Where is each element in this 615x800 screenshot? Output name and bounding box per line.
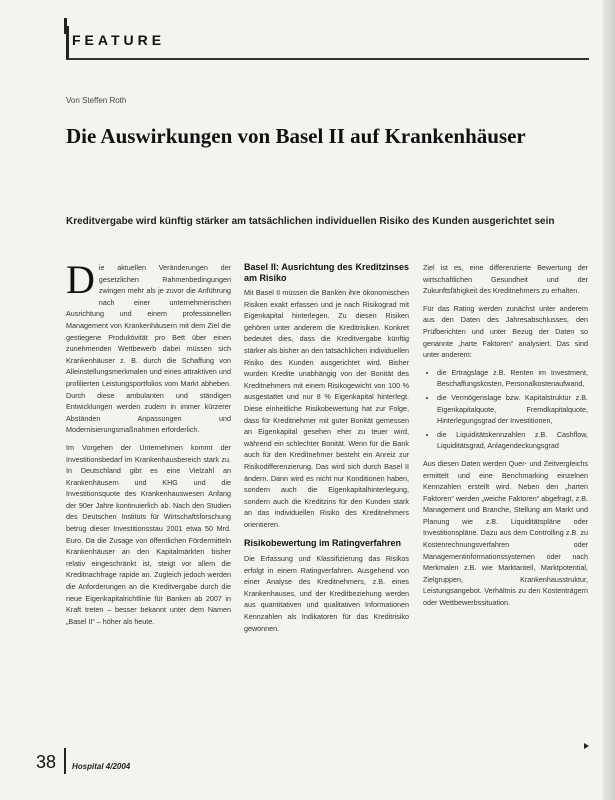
text-column-1 — [66, 257, 231, 633]
end-of-article-icon — [584, 743, 589, 749]
paragraph: Mit Basel II müssen die Banken ihre ökonomischen Risiken exakt erfassen und je nach Risikograd mit Eigenkapital hinterlegen. Zu diesen Risiken gehören unter anderem die Kreditrisiken. Konkret bedeutet dies, dass die Kreditvergabe künftig stärker als bisher an den tatsächlichen individuellen Risiko des Kunden ausgerichtet wird. Bisher wurden Kredite unabhängig von der Bonität des Kreditnehmers mit einem Risikogewicht von 100 % ausgestattet und nur 8 % Eigenkapital hinterlegt. Diese einheitliche Risikobewertung hat zur Folge, dass für Kreditnehmer mit guter Bonität gemessen an Eigenkapital gesehen eher zu teuer wird, während ein schlechter Bonität. Wenn für die Bank auch für den Kreditnehmer besteht ein Anreiz zur Risikodifferenzierung. Das wird sich durch Basel II ändern. Dann wird es nicht nur Konditionen haben, sondern auch die Eigenkapitalhinterlegung, sondern auch die Kreditzins für den Kunden stark an das individuellen Risiko des Kreditnehmers orientieren. — [244, 288, 409, 529]
paragraph: Die Erfassung und Klassifizierung das Risikos erfolgt in einem Ratingverfahren. Ausgehend von einer Analyse des Kreditnehmers, z.B. eines Krankenhauses, und der Kreditbeziehung werden aus quantitativen und qualitativen Informationen Kennzahlen als Indikatoren für das Kreditrisiko gewonnen. — [244, 553, 409, 633]
paragraph: Für das Rating werden zunächst unter anderem aus den Daten des Jahresabschlusses, den Prüfberichten und unter Bezug der Daten so genannte „harte Faktoren“ analysiert. Das sind unter anderem: — [423, 303, 588, 360]
footer-rule — [64, 748, 66, 774]
list-item: • die Vermögenslage bzw. Kapitalstruktur z.B. Eigenkapitalquote, Fremdkapitalquote, Hinterlegungsgrad der Investitionen, — [437, 392, 588, 427]
article-title: Die Auswirkungen von Basel II auf Krankenhäuser — [66, 124, 526, 148]
text-column-3 — [423, 262, 588, 615]
list-item: • die Ertragslage z.B. Renten im Investment, Beschaffungskosten, Personalkostenaufwand, — [437, 367, 588, 390]
scan-edge — [603, 0, 615, 800]
paragraph-text: ie aktuellen Veränderungen der gesetzlichen Rahmenbedingungen zwingen mehr als je zuvor die Anführung nach einer unternehmerischen Ausrichtung und einem professionellen Management von Krankenhäusern mit dem Ziel die gestiegene Produktivität pro Bett über einen zunehmenden Wettbewerb dabei müssen sich Krankenhäuser z. B. durch die Schaffung von Alleinstellungsmerkmalen und eines attraktiven und profilierten Leistungsportfolios vom Markt abheben. Durch diese ambulanten und ständigen Entwicklungen werden zudem in immer kürzerer Abständen Anpassungen und Modernisierungsmaßnahmen erforderlich. — [66, 263, 231, 435]
page-number: 38 — [36, 752, 57, 772]
article-lead: Kreditvergabe wird künftig stärker am tatsächlichen individuellen Risiko des Kunden ausgerichtet sein — [66, 216, 555, 227]
paragraph: Im Vorgehen der Unternehmen kommt der Investitionsbedarf im Krankenhausbereich stark zu. In Deutschland gibt es eine Vielzahl an Krankenhäusern und KHG und die Investitionsquote des Krankenhauswesen Anfang der 90er Jahre kontinuierlich ab. Nach den Studien des Deutschen Instituts für Wirtschaftsforschung betrug dieser Investitionsstau 2001 etwa 50 Mrd. Euro. Da die Zusage von öffentlichen Fördermitteln Krankenhäuser an den Kapitalmärkten bisher relativ eingeschränkt ist, steigt vor allem die Kreditnachfrage rapide an. Zugleich jedoch werden die Anforderungen an die Kreditvergabe durch die neue Eigenkapitalrichtlinie für Banken ab 2007 in Kraft treten – besser bekannt unter dem Namen „Basel II“ – höher als heute. — [66, 442, 231, 626]
section-label: FEATURE — [72, 32, 166, 48]
subheading: Basel II: Ausrichtung des Kreditzinses am Risiko — [244, 262, 409, 283]
text-column-2 — [244, 262, 409, 640]
paragraph: Ziel ist es, eine differenzierte Bewertung der wirtschaftlichen Gesundheit und der Zukunftsfähigkeit des Kreditnehmers zu erhalten. — [423, 263, 588, 296]
list-item: • die Liquiditätskennzahlen z.B. Cashflow, Liquiditätsgrad, Anlagendeckungsgrad — [437, 429, 588, 452]
subheading: Risikobewertung im Ratingverfahren — [244, 538, 402, 549]
drop-cap: D — [66, 257, 95, 302]
author-byline: Von Steffen Roth — [66, 96, 127, 105]
paragraph — [66, 257, 231, 436]
publication-name: Hospital 4/2004 — [72, 762, 131, 771]
paragraph: Aus diesen Daten werden Quer- und Zeitvergleichs ermittelt und eine Benchmarking einzelnen Kennzahlen erstellt wird. Neben den „harten Faktoren“ werden „weiche Faktoren“ abgefragt, z.B. Management und Branche, Stellung am Markt und Planung wie z.B. Liquiditätspläne oder Investitionspläne. Dazu aus dem Controlling z.B. zu Kostenrechnungsverfahren oder Managementinformationssystemen oder nach Merkmalen z.B. wie Marktanteil, Marktpotential, Zielgruppen, Krankenhausstruktur, Leistungsangebot. Verhältnis zu den Kostenträgern oder Wettbewerbssituation. — [423, 458, 588, 608]
bullet-list — [423, 367, 588, 452]
